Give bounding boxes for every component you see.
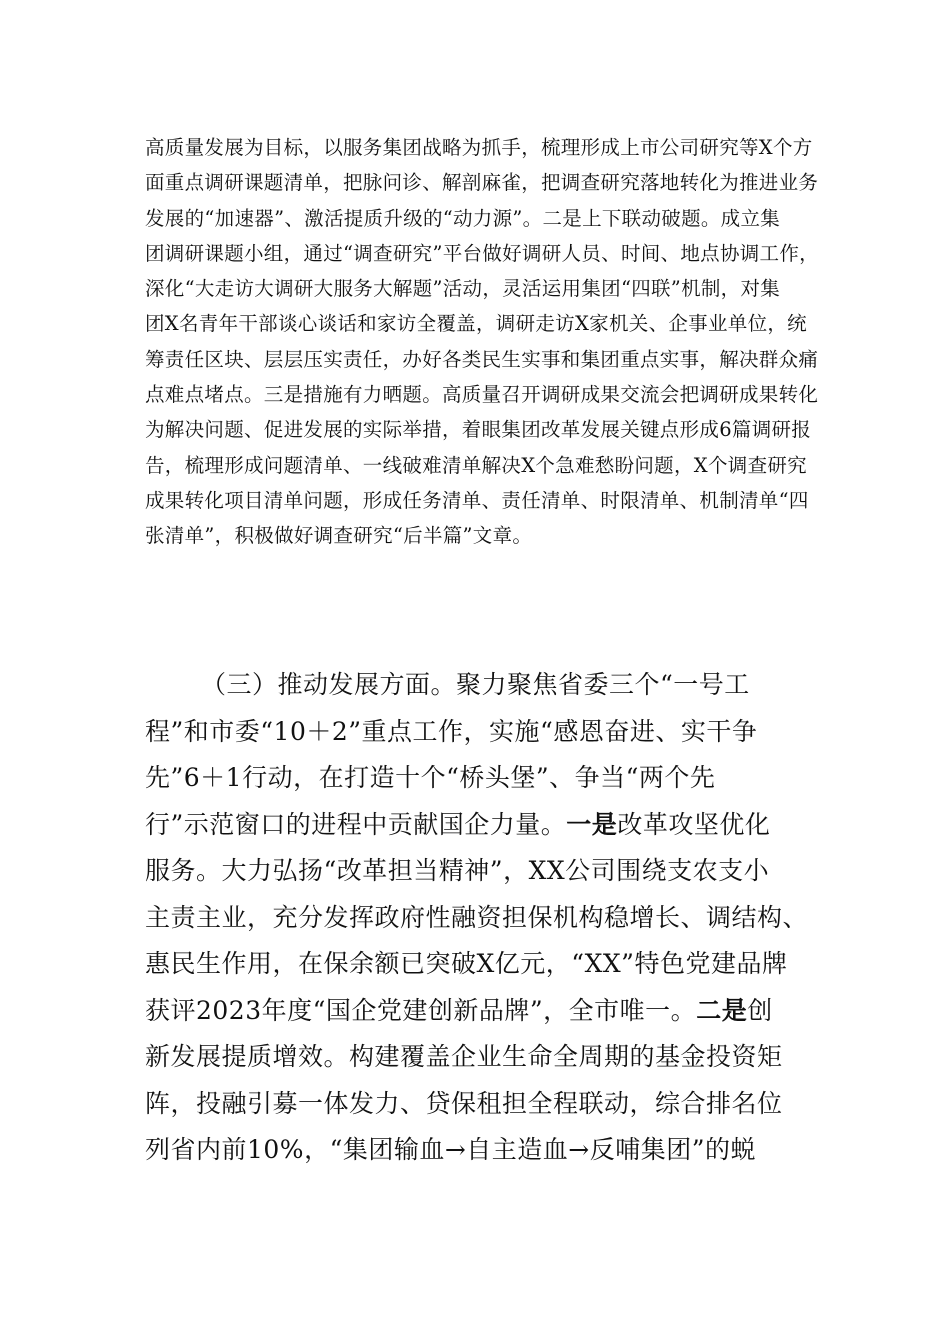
paragraph-line: 深化“大走访大调研大服务大解题”活动，灵活运用集团“四联”机制，对集 bbox=[145, 277, 781, 301]
text-run: 创 bbox=[747, 995, 773, 1025]
paragraph-line: 告，梳理形成问题清单、一线破难清单解决X个急难愁盼问题，X个调查研究 bbox=[145, 453, 807, 477]
paragraph-line: 列省内前10%，“集团输血→自主造血→反哺集团”的蜕 bbox=[145, 1135, 757, 1164]
paragraph-line: 阵，投融引募一体发力、贷保租担全程联动，综合排名位 bbox=[145, 1088, 783, 1118]
paragraph-line: 成果转化项目清单问题，形成任务清单、责任清单、时限清单、机制清单“四 bbox=[145, 488, 809, 512]
bold-marker-second: 二是 bbox=[696, 995, 748, 1025]
paragraph-line: 先”6＋1行动，在打造十个“桥头堡”、争当“两个先 bbox=[145, 763, 716, 792]
paragraph-line: 筹责任区块、层层压实责任，办好各类民生实事和集团重点实事，解决群众痛 bbox=[145, 347, 819, 371]
paragraph-line: 高质量发展为目标，以服务集团战略为抓手，梳理形成上市公司研究等X个方 bbox=[145, 136, 813, 159]
text-run: 改革攻坚优化 bbox=[617, 809, 771, 839]
paragraph-line: 惠民生作用，在保余额已突破X亿元，“XX”特色党建品牌 bbox=[145, 949, 788, 978]
paragraph-line: 团调研课题小组，通过“调查研究”平台做好调研人员、时间、地点协调工作， bbox=[145, 241, 819, 265]
bold-marker-first: 一是 bbox=[566, 809, 618, 839]
paragraph-line: 服务。大力弘扬“改革担当精神”，XX公司围绕支农支小 bbox=[145, 856, 770, 885]
paragraph-line: 为解决问题、促进发展的实际举措，着眼集团改革发展关键点形成6篇调研报 bbox=[145, 418, 812, 442]
paragraph-line: 主责主业，充分发挥政府性融资担保机构稳增长、调结构、 bbox=[145, 902, 809, 932]
paragraph-line: 新发展提质增效。构建覆盖企业生命全周期的基金投资矩 bbox=[145, 1042, 783, 1071]
paragraph-line: 程”和市委“10＋2”重点工作，实施“感恩奋进、实干争 bbox=[145, 716, 758, 746]
paragraph-line bbox=[145, 802, 810, 849]
paragraph-promote-development bbox=[145, 662, 810, 1174]
paragraph-line: 面重点调研课题清单，把脉问诊、解剖麻雀，把调查研究落地转化为推进业务 bbox=[145, 171, 819, 195]
paragraph-line bbox=[145, 988, 810, 1035]
paragraph-line: 点难点堵点。三是措施有力晒题。高质量召开调研成果交流会把调研成果转化 bbox=[145, 383, 819, 407]
text-run: 获评2023年度“国企党建创新品牌”，全市唯一。 bbox=[145, 995, 697, 1025]
section-heading-line: （三）推动发展方面。聚力聚焦省委三个“一号工 bbox=[201, 670, 750, 699]
paragraph-line: 团X名青年干部谈心谈话和家访全覆盖，调研走访X家机关、企事业单位，统 bbox=[145, 312, 807, 336]
paragraph-research-results bbox=[145, 130, 819, 554]
paragraph-line: 发展的“加速器”、激活提质升级的“动力源”。二是上下联动破题。成立集 bbox=[145, 206, 781, 230]
text-run: 行”示范窗口的进程中贡献国企力量。 bbox=[145, 809, 567, 839]
paragraph-line: 张清单”，积极做好调查研究“后半篇”文章。 bbox=[145, 524, 533, 548]
